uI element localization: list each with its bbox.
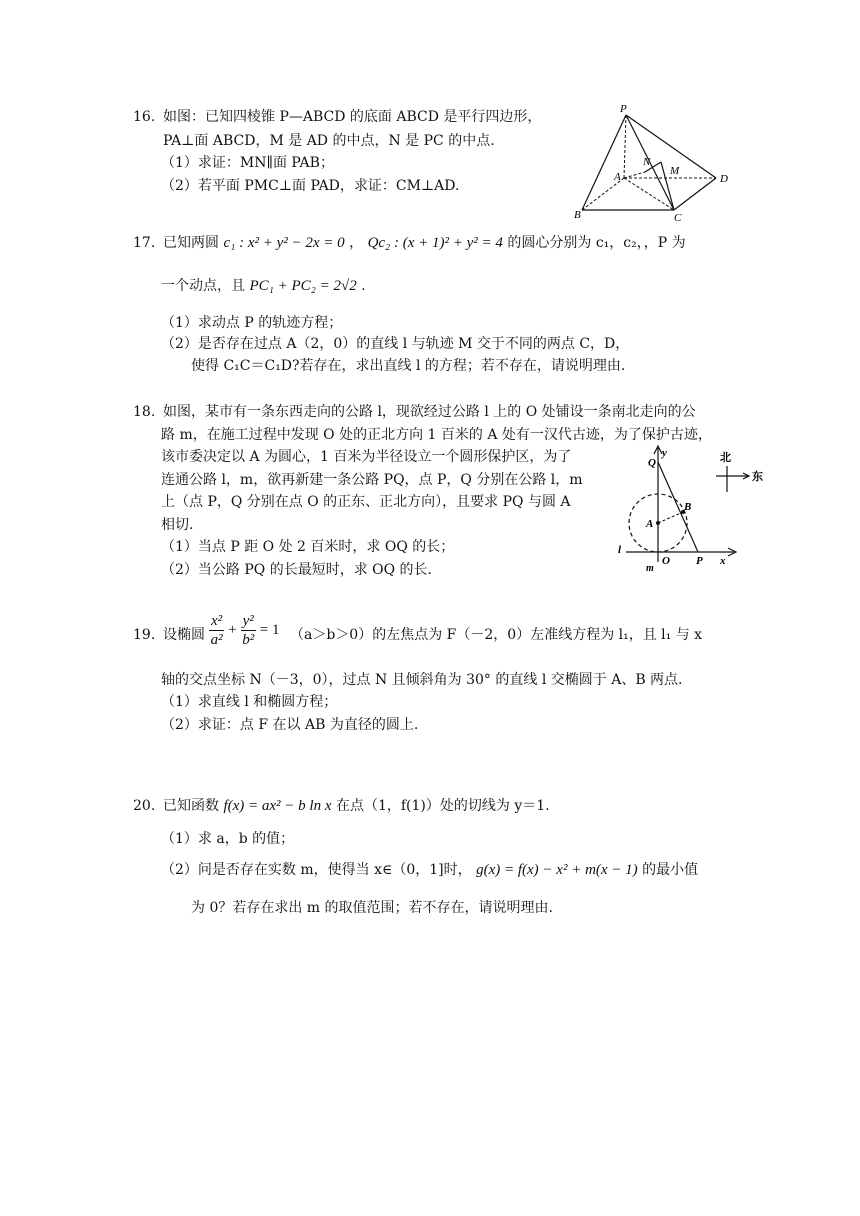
q20-line1-tail: 在点（1，f(1)）处的切线为 y＝1.: [335, 798, 550, 814]
q18-line3: 该市委决定以 A 为圆心，1 百米为半径设立一个圆形保护区，为了: [161, 449, 572, 465]
q20-part2-cont: 为 0？若存在求出 m 的取值范围；若不存在，请说明理由.: [191, 900, 553, 916]
q20-part2: [161, 860, 698, 880]
label-B: B: [574, 209, 581, 221]
q18-line4: 连通公路 l，m，欲再新建一条公路 PQ，点 P，Q 分别在公路 l，m: [161, 472, 583, 488]
q17-line1: [163, 233, 686, 253]
q16-number: 16.: [133, 109, 156, 125]
label-m: m: [646, 563, 654, 574]
q18-line2: 路 m，在施工过程中发现 O 处的正北方向 1 百米的 A 处有一汉代古迹，为了保护古迹，: [161, 427, 712, 443]
q19-line2: 轴的交点坐标 N（－3，0），过点 N 且倾斜角为 30° 的直线 l 交椭圆于 A、B 两点.: [161, 672, 683, 688]
q17-line1-tail: 的圆心分别为 c₁，c₂，，P 为: [507, 235, 686, 251]
q16-part2: （2）若平面 PMC⊥面 PAD，求证：CM⊥AD.: [161, 178, 460, 194]
q19-line1-tail: （a＞b＞0）的左焦点为 F（－2，0）左准线方程为 l₁，且 l₁ 与 x: [290, 627, 703, 643]
q19-part2: （2）求证：点 F 在以 AB 为直径的圆上.: [161, 717, 419, 733]
q18-road-figure: [612, 440, 772, 575]
label-D: D: [720, 173, 728, 185]
q20-part1: （1）求 a，b 的值；: [161, 831, 295, 847]
q17-circle2-equation: Qc₂ : (x + 1)² + y² = 4: [367, 235, 503, 251]
label-O: O: [662, 555, 670, 567]
label-B: B: [684, 501, 692, 513]
label-Q: Q: [648, 457, 656, 469]
q19-frac1-numerator: x²: [211, 613, 223, 629]
q20-intro: 已知函数: [163, 798, 219, 814]
q17-line2-intro: 一个动点，且: [161, 278, 245, 294]
label-x: x: [720, 555, 726, 567]
q17-circle1-equation: c₁ : x² + y² − 2x = 0: [223, 235, 345, 251]
q19-frac1-denominator: a²: [210, 632, 223, 648]
q18-number: 18.: [133, 404, 156, 420]
q19-line1: [163, 625, 205, 645]
q19-fraction-y: [241, 612, 256, 649]
q18-part2: （2）当公路 PQ 的长最短时，求 OQ 的长.: [161, 562, 433, 578]
q19-frac2-numerator: y²: [242, 613, 254, 629]
q19-intro: 设椭圆: [163, 627, 205, 643]
q16-line1: 如图：已知四棱锥 P—ABCD 的底面 ABCD 是平行四边形，: [163, 109, 542, 125]
label-N: N: [643, 156, 651, 168]
q16-part1: （1）求证：MN∥面 PAB；: [161, 155, 334, 171]
q20-part2-intro: （2）问是否存在实数 m，使得当 x∈（0，1]时，: [161, 862, 472, 878]
q20-number: 20.: [133, 798, 156, 814]
label-y: y: [662, 447, 667, 459]
q18-line5: 上（点 P，Q 分别在点 O 的正东、正北方向），且要求 PQ 与圆 A: [161, 494, 571, 510]
q20-line1: [163, 796, 550, 816]
label-A: A: [614, 171, 621, 183]
q17-part2: （2）是否存在过点 A（2，0）的直线 l 与轨迹 M 交于不同的两点 C，D，: [161, 336, 630, 352]
label-C: C: [674, 212, 682, 224]
q20-function-equation: f(x) = ax² − b ln x: [223, 798, 332, 814]
q18-part1: （1）当点 P 距 O 处 2 百米时，求 OQ 的长；: [161, 539, 455, 555]
q19-fraction-x: [209, 612, 224, 649]
q18-line1: 如图，某市有一条东西走向的公路 l，现欲经过公路 l 上的 O 处铺设一条南北走向的公: [163, 404, 696, 420]
q16-line2: PA⊥面 ABCD，M 是 AD 的中点，N 是 PC 的中点.: [163, 133, 495, 149]
q19-ellipse-equation: [209, 612, 280, 649]
q17-part2-cont: 使得 C₁C＝C₁D?若存在，求出直线 l 的方程；若不存在，请说明理由.: [191, 358, 626, 374]
q17-separator: ，: [349, 235, 364, 251]
q17-number: 17.: [133, 235, 156, 251]
label-P: P: [696, 555, 703, 567]
q17-intro: 已知两圆: [163, 235, 219, 251]
q19-plus: +: [228, 622, 237, 638]
q19-number: 19.: [133, 627, 156, 643]
q20-part2-tail: 的最小值: [642, 862, 699, 878]
q17-line2: [161, 276, 366, 296]
label-M: M: [670, 165, 680, 177]
label-P: P: [620, 103, 627, 115]
q17-distance-equation: PC₁ + PC₂ = 2√2: [249, 278, 357, 294]
label-north: 北: [720, 452, 731, 464]
q17-line2-tail: .: [361, 278, 366, 294]
label-A: A: [646, 518, 654, 530]
q16-pyramid-figure: [570, 100, 745, 225]
q19-frac2-denominator: b²: [242, 632, 255, 648]
q19-equals-one: = 1: [259, 622, 280, 638]
q19-part1: （1）求直线 l 和椭圆方程；: [161, 694, 338, 710]
q20-g-equation: g(x) = f(x) − x² + m(x − 1): [476, 862, 638, 878]
label-east: 东: [752, 471, 763, 483]
q18-line6: 相切.: [161, 517, 194, 533]
q17-part1: （1）求动点 P 的轨迹方程；: [161, 315, 343, 331]
label-l: l: [618, 544, 622, 556]
